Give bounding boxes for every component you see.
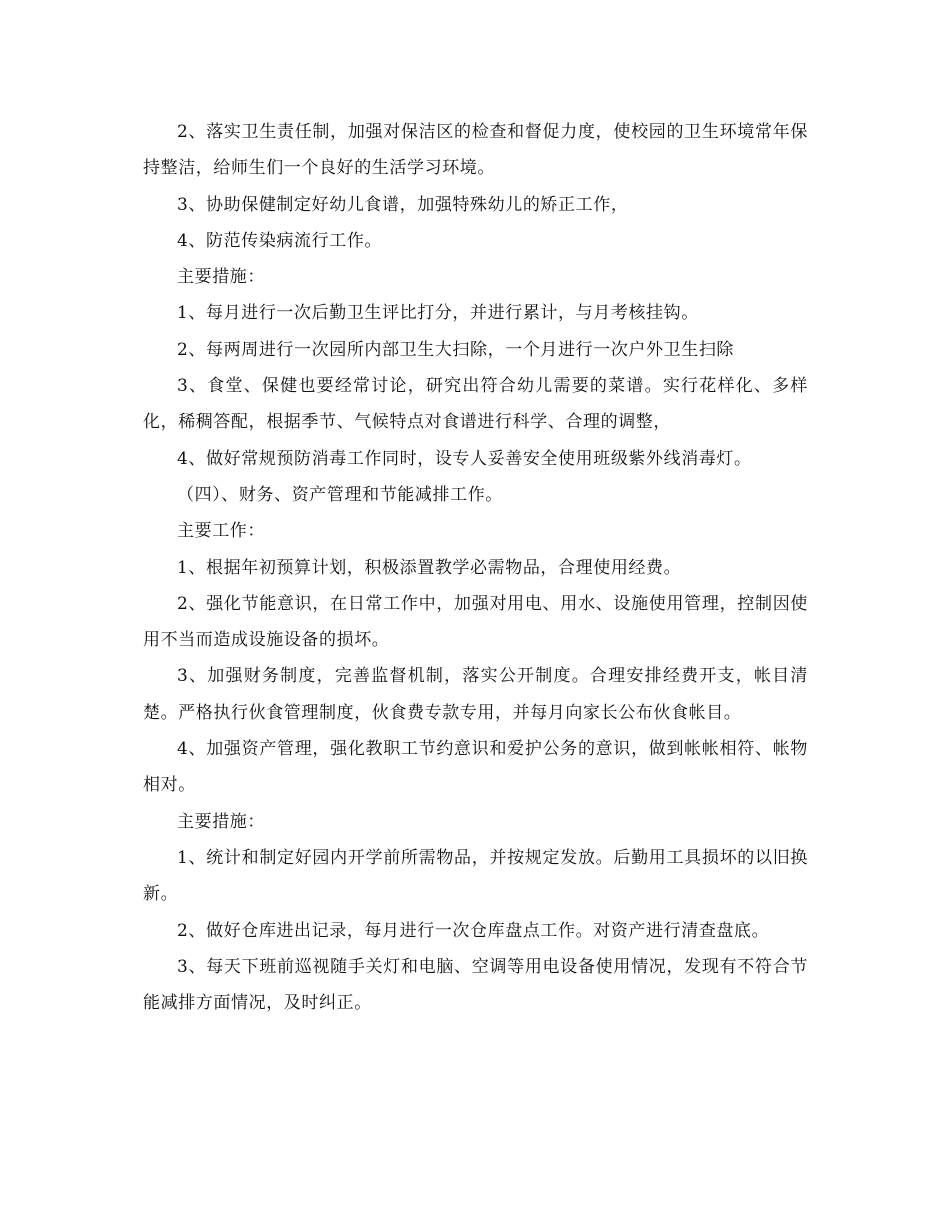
paragraph: 2、每两周进行一次园所内部卫生大扫除，一个月进行一次户外卫生扫除: [177, 339, 735, 360]
paragraph: 1、统计和制定好园内开学前所需物品，并按规定发放。后勤用工具损坏的以旧换新。: [143, 847, 808, 905]
paragraph: 4、加强资产管理，强化教职工节约意识和爱护公务的意识，做到帐帐相符、帐物相对。: [143, 739, 808, 796]
section-heading: （四）、财务、资产管理和节能减排工作。: [177, 484, 503, 505]
section-heading: 主要措施：: [177, 267, 265, 288]
paragraph: 2、强化节能意识，在日常工作中，加强对用电、用水、设施使用管理，控制因使用不当而造成设施设备的损坏。: [143, 593, 808, 651]
paragraph: 3、食堂、保健也要经常讨论，研究出符合幼儿需要的菜谱。实行花样化、多样化，稀稠答配，根据季节、气候特点对食谱进行科学、合理的调整，: [143, 376, 808, 433]
document-body: [143, 114, 808, 1021]
paragraph: 3、加强财务制度，完善监督机制，落实公开制度。合理安排经费开支，帐目清楚。严格执行伙食管理制度，伙食费专款专用，并每月向家长公布伙食帐目。: [143, 666, 808, 723]
section-heading: 主要工作：: [177, 521, 265, 542]
paragraph: 1、每月进行一次后勤卫生评比打分，并进行累计，与月考核挂钩。: [177, 303, 699, 324]
paragraph: 2、落实卫生责任制，加强对保洁区的检查和督促力度，使校园的卫生环境常年保持整洁，给师生们一个良好的生活学习环境。: [143, 122, 808, 179]
paragraph: 4、做好常规预防消毒工作同时，设专人妥善安全使用班级紫外线消毒灯。: [177, 448, 752, 469]
paragraph: 4、防范传染病流行工作。: [177, 230, 383, 251]
paragraph: 3、每天下班前巡视随手关灯和电脑、空调等用电设备使用情况，发现有不符合节能减排方面情况，及时纠正。: [143, 956, 808, 1014]
paragraph: 1、根据年初预算计划，积极添置教学必需物品，合理使用经费。: [177, 557, 682, 578]
paragraph: 2、做好仓库进出记录，每月进行一次仓库盘点工作。对资产进行清查盘底。: [177, 920, 770, 941]
section-heading: 主要措施：: [177, 811, 265, 832]
paragraph: 3、协助保健制定好幼儿食谱，加强特殊幼儿的矫正工作，: [177, 194, 629, 215]
